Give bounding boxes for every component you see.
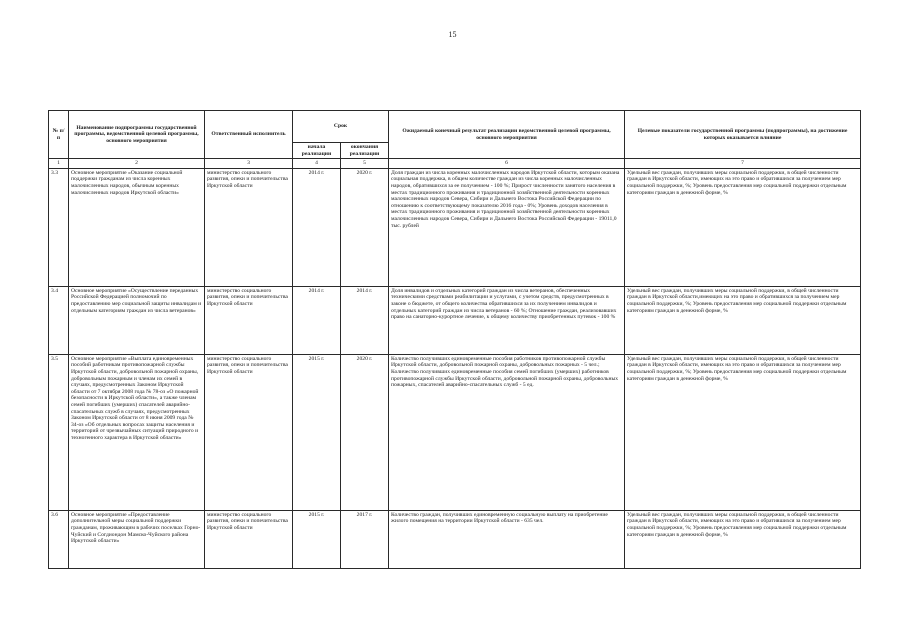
column-number: 1 (49, 159, 69, 169)
page-number: 15 (448, 30, 457, 39)
header-term: Срок (293, 111, 389, 143)
row-result: Доля граждан из числа коренных малочисленных народов Иркутской области, которым оказана социальная поддержка, в общем количестве граждан из числа коренных малочисленных народов, обратившихся за ее получением - 100 %; Прирост численности занятого населения в местах традиционного проживания и традиционной хозяйственной деятельности коренных малочисленных народов Севера, Сибири и Дальнего Востока Российской Федерации по отношению к соответствующему показателю 2016 года - 0%; Уровень доходов населения в местах традиционного проживания и традиционной хозяйственной деятельности коренных малочисленных народов Севера, Сибири и Дальнего Востока Российской Федерации - 19011,0 тыс. рублей (389, 168, 625, 286)
row-start: 2015 г. (293, 510, 341, 568)
row-executor: министерство социального развития, опеки и попечительства Иркутской области (205, 354, 293, 510)
row-result: Количество получивших единовременные пособия работников противопожарной службы Иркутской области, добровольной пожарной охраны, добровольных пожарных - 5 чел.; Количество получивших единовременные пособия семей погибших (умерших) работников противопожарной службы Иркутской области, добровольной пожарной охраны, добровольных пожарных, спасателей аварийно-спасательных служб - 5 ед. (389, 354, 625, 510)
header-result: Ожидаемый конечный результат реализации ведомственной целевой программы, основного мероприятия (389, 111, 625, 159)
row-end: 2014 г. (341, 286, 389, 354)
row-result: Доля инвалидов и отдельных категорий граждан из числа ветеранов, обеспеченных техническими средствами реабилитации и услугами, с учетом средств, предусмотренных в законе о бюджете, от общего количества обратившихся за их получением инвалидов и отдельных категорий граждан из числа ветеранов - 60 %; Отношение граждан, реализовавших право на санаторно-курортное лечение, к общему количеству приобретенных путевок - 100 % (389, 286, 625, 354)
row-start: 2014 г. (293, 168, 341, 286)
header-executor: Ответственный исполнитель (205, 111, 293, 159)
column-number: 2 (69, 159, 205, 169)
row-result: Количество граждан, получивших единовременную социальную выплату на приобретение жилого помещения на территории Иркутской области - 635 чел. (389, 510, 625, 568)
row-num: 3.6 (49, 510, 69, 568)
row-indicators: Удельный вес граждан, получивших меры социальной поддержки, в общей численности граждан в Иркутской области, имеющих на это право и обратившихся за получением мер социальной поддержки, %; Уровень предоставления мер социальной поддержки отдельным категориям граждан в денежной форме, % (625, 354, 861, 510)
row-name: Основное мероприятие «Выплата единовременных пособий работникам противопожарной службы Иркутской области, добровольной пожарной охраны, добровольным пожарным и членам их семей в случаях, предусмотренных Законом Иркутской области от 7 октября 2008 года № 78-оз «О пожарной безопасности в Иркутской области», а также членам семей погибших (умерших) спасателей аварийно-спасательных служб в случаях, предусмотренных Законом Иркутской области от 8 июня 2009 года № 34-оз «Об отдельных вопросах защиты населения и территорий от чрезвычайных ситуаций природного и техногенного характера в Иркутской области» (69, 354, 205, 510)
row-num: 3.5 (49, 354, 69, 510)
row-executor: министерство социального развития, опеки и попечительства Иркутской области (205, 168, 293, 286)
row-name: Основное мероприятие «Предоставление дополнительной меры социальной поддержки гражданам, проживающим в рабочих поселках Горно-Чуйский и Согдиондон Мамско-Чуйского района Иркутской области» (69, 510, 205, 568)
table-row (49, 510, 861, 568)
row-end: 2020 г. (341, 354, 389, 510)
row-indicators: Удельный вес граждан, получивших меры социальной поддержки, в общей численности граждан в Иркутской области,имеющих на это право и обратившихся за получением мер социальной поддержки, %; Уровень предоставления мер социальной поддержки отдельным категориям граждан в денежной форме, % (625, 286, 861, 354)
row-executor: министерство социального развития, опеки и попечительства Иркутской области (205, 286, 293, 354)
row-name: Основное мероприятие «Оказание социальной поддержки гражданам из числа коренных малочисленных народов, обычным коренных малочисленных народов Иркутской области» (69, 168, 205, 286)
header-indicators: Целевые показатели государственной программы (подпрограммы), на достижение которых оказывается влияние (625, 111, 861, 159)
row-indicators: Удельный вес граждан, получивших меры социальной поддержки, в общей численности граждан в Иркутской области, имеющих на это право и обратившихся за получением мер социальной поддержки, %; Уровень предоставления мер социальной поддержки отдельным категориям граждан в денежной форме, % (625, 510, 861, 568)
row-name: Основное мероприятие «Осуществление переданных Российской Федерацией полномочий по предоставлению мер социальной защиты инвалидам и отдельным категориям граждан из числа ветеранов» (69, 286, 205, 354)
column-number: 6 (389, 159, 625, 169)
row-start: 2014 г. (293, 286, 341, 354)
header-end: окончания реализации (341, 143, 389, 159)
table-row (49, 286, 861, 354)
column-number: 3 (205, 159, 293, 169)
header-start: начала реализации (293, 143, 341, 159)
row-end: 2020 г. (341, 168, 389, 286)
row-indicators: Удельный вес граждан, получивших меры социальной поддержки, в общей численности граждан в Иркутской области, имеющих на это право и обратившихся за получением мер социальной поддержки, %; Уровень предоставления мер социальной поддержки отдельным категориям граждан в денежной форме, % (625, 168, 861, 286)
table-row (49, 354, 861, 510)
program-table (48, 110, 861, 569)
table-row (49, 168, 861, 286)
row-num: 3.4 (49, 286, 69, 354)
column-number: 5 (341, 159, 389, 169)
header-name: Наименование подпрограммы государственной программы, ведомственной целевой программы, основного мероприятия (69, 111, 205, 159)
row-start: 2015 г. (293, 354, 341, 510)
column-numbers-row (49, 159, 861, 169)
header-num: № п/п (49, 111, 69, 159)
row-end: 2017 г. (341, 510, 389, 568)
row-num: 3.3 (49, 168, 69, 286)
column-number: 4 (293, 159, 341, 169)
column-number: 7 (625, 159, 861, 169)
row-executor: министерство социального развития, опеки и попечительства Иркутской области (205, 510, 293, 568)
